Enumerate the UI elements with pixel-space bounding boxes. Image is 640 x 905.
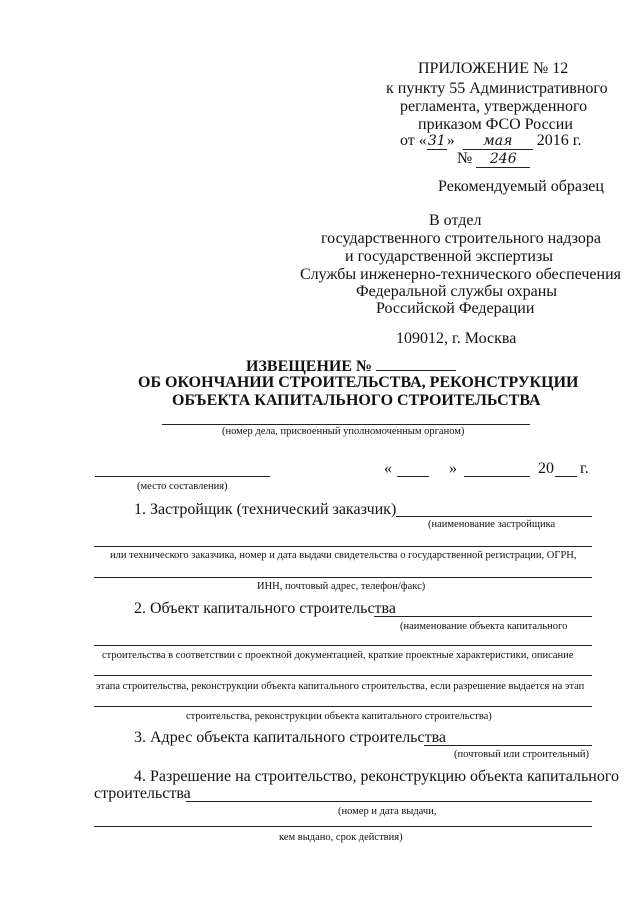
addressee-line-1: В отдел — [429, 212, 482, 229]
date-row-year-suffix: г. — [580, 460, 589, 477]
notice-number-blank[interactable] — [376, 356, 456, 371]
developer-hint-2: или технического заказчика, номер и дата выдачи свидетельства о государственной регистрации, ОГРН, — [110, 550, 577, 561]
section-4-label: 4. Разрешение на строительство, реконструкцию объекта капитального — [134, 768, 620, 785]
date-year-field[interactable] — [555, 476, 577, 477]
section-4-label-cont: строительства — [94, 785, 191, 802]
date-year: 2016 г. — [536, 132, 582, 149]
appendix-number-row — [457, 150, 530, 168]
notice-title-line-3: ОБЪЕКТА КАПИТАЛЬНОГО СТРОИТЕЛЬСТВА — [172, 392, 541, 409]
number-handwritten: 246 — [476, 151, 530, 168]
object-hint-4: строительства, реконструкции объекта капитального строительства) — [186, 711, 492, 722]
number-prefix: № — [457, 150, 473, 167]
appendix-line-1: к пункту 55 Административного — [386, 80, 608, 97]
notice-number-label: ИЗВЕЩЕНИЕ № — [246, 358, 373, 375]
appendix-date-row — [400, 132, 582, 150]
developer-hint-3: ИНН, почтовый адрес, телефон/факс) — [257, 581, 426, 592]
recommended-sample: Рекомендуемый образец — [438, 178, 604, 195]
permit-hint-1: (номер и дата выдачи, — [338, 806, 437, 817]
developer-field-1[interactable] — [396, 516, 592, 517]
addressee-line-5: Федеральной службы охраны — [356, 283, 558, 300]
section-3-label: 3. Адрес объекта капитального строительства — [134, 729, 447, 746]
case-number-hint: (номер дела, присвоенный уполномоченным органом) — [222, 426, 465, 437]
section-1-label: 1. Застройщик (технический заказчик) — [134, 501, 397, 518]
date-month-handwritten: мая — [463, 133, 533, 150]
object-field-4[interactable] — [94, 706, 592, 707]
appendix-title: ПРИЛОЖЕНИЕ № 12 — [418, 60, 569, 77]
case-number-field[interactable] — [162, 424, 530, 425]
date-row-close-quote: » — [449, 460, 457, 477]
place-hint: (место составления) — [137, 481, 228, 492]
object-field-1[interactable] — [374, 616, 592, 617]
object-hint-3: этапа строительства, реконструкции объекта капитального строительства, если разрешение выдается на этап — [96, 681, 585, 692]
date-row-open-quote: « — [384, 460, 392, 477]
date-row-year-prefix: 20 — [538, 460, 554, 477]
object-hint-1: (наименование объекта капитального — [400, 621, 568, 632]
section-2-label: 2. Объект капитального строительства — [134, 600, 396, 617]
place-field[interactable] — [95, 476, 270, 477]
notice-title-line-2: ОБ ОКОНЧАНИИ СТРОИТЕЛЬСТВА, РЕКОНСТРУКЦИИ — [138, 374, 579, 391]
permit-hint-2: кем выдано, срок действия) — [279, 832, 403, 843]
addressee-line-4: Службы инженерно-технического обеспечения — [300, 266, 622, 283]
addressee-line-3: и государственной экспертизы — [345, 248, 554, 265]
object-field-2[interactable] — [94, 645, 592, 646]
permit-field-2[interactable] — [94, 826, 592, 827]
developer-field-2[interactable] — [94, 546, 592, 547]
addressee-line-6: Российской Федерации — [376, 300, 535, 317]
object-hint-2: строительства в соответствии с проектной документацией, краткие проектные характеристики, описание — [102, 650, 574, 661]
developer-field-3[interactable] — [94, 577, 592, 578]
appendix-line-2: регламента, утвержденного — [400, 98, 588, 115]
address-hint: (почтовый или строительный) — [454, 749, 589, 760]
appendix-line-3: приказом ФСО России — [418, 116, 573, 133]
object-field-3[interactable] — [94, 675, 592, 676]
permit-field-1[interactable] — [186, 801, 592, 802]
addressee-line-2: государственного строительного надзора — [321, 230, 601, 247]
address-field[interactable] — [424, 745, 592, 746]
notice-title-line-1 — [246, 356, 456, 376]
date-day-handwritten: 31 — [427, 133, 446, 149]
developer-hint-1: (наименование застройщика — [428, 519, 556, 530]
date-mid: » — [446, 132, 455, 149]
date-prefix: от « — [400, 132, 427, 149]
addressee-city: 109012, г. Москва — [396, 330, 517, 347]
date-month-field[interactable] — [464, 476, 530, 477]
date-day-field[interactable] — [397, 476, 429, 477]
